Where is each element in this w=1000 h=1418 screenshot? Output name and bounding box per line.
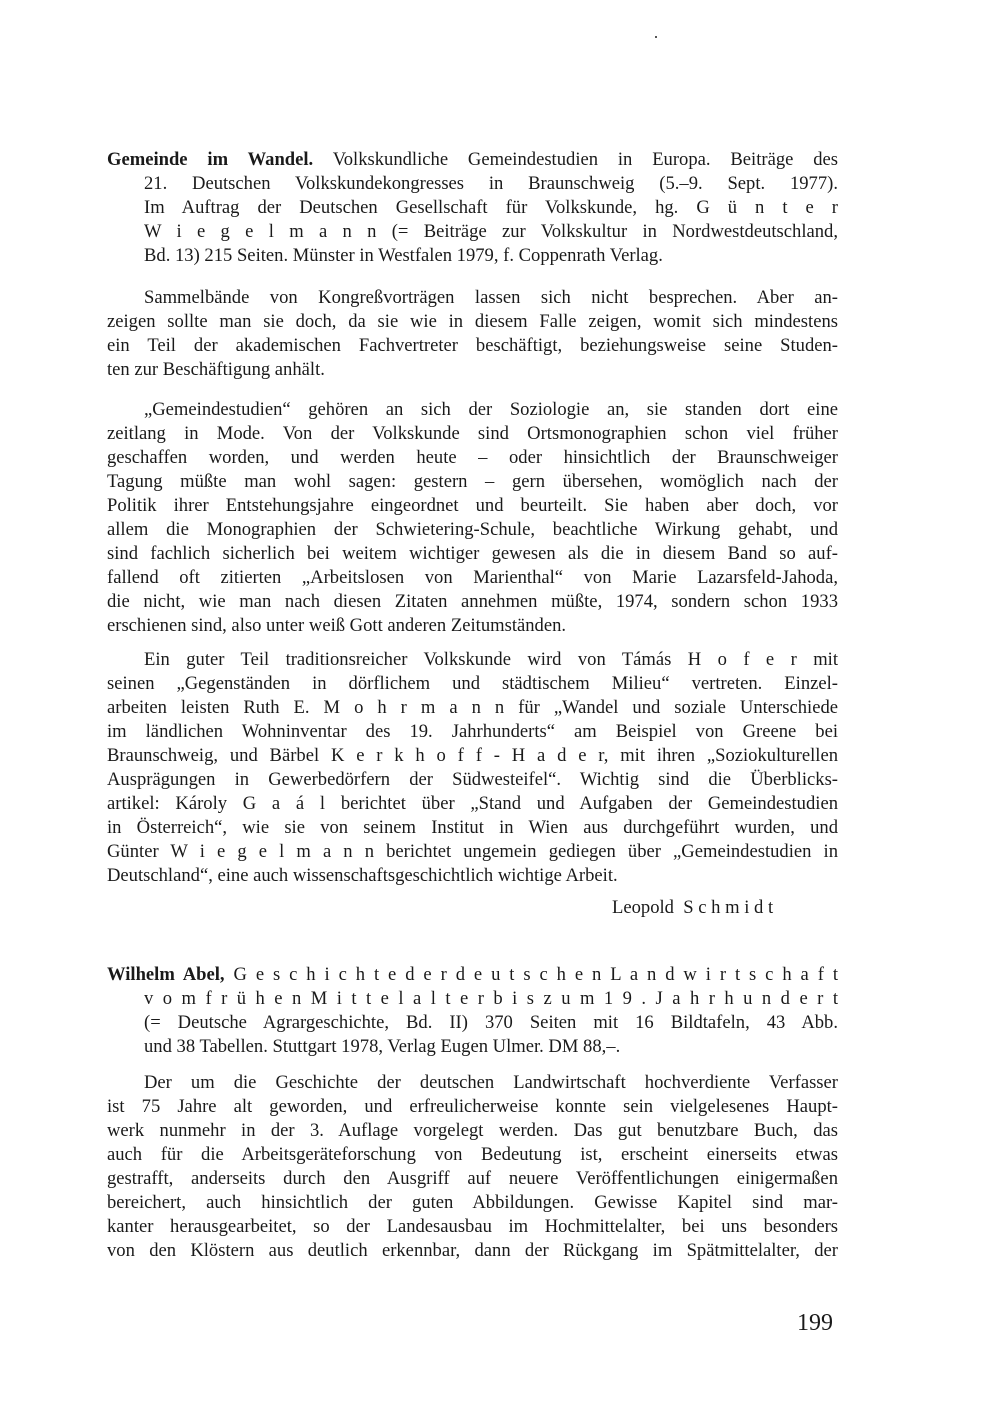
review-2-heading: Wilhelm Abel, G e s c h i c h t e d e r d e u t s c h e n L a n d w i r t s c h a f t v o m f r ü h e n M i t t e l a l t e r b i s z u m 1 9 . J a h r h u n d e r t (= Deutsche Agrargeschichte, Bd. II) 370 Seiten mit 16 Bildtafeln, 43 Abb. und 38 Tabellen. Stuttgart 1978, Verlag Eugen Ulmer. DM 88,–. bbox=[107, 964, 838, 1057]
text-line: werk nunmehr in der 3. Auflage vorgelegt werden. Das gut benutzbare Buch, das bbox=[107, 1120, 838, 1141]
text-line: Ein guter Teil traditionsreicher Volkskunde wird von Támás H o f e r mit bbox=[144, 649, 838, 670]
text-line: Tagung müßte man wohl sagen: gestern – gern übersehen, womöglich nach der bbox=[107, 471, 838, 492]
text-line: in Österreich“, wie sie von seinem Institut in Wien aus durchgeführt wurden, und bbox=[107, 817, 838, 838]
page-number: 199 bbox=[797, 1310, 833, 1336]
text-line: im ländlichen Wohninventar des 19. Jahrhunderts“ am Beispiel von Greene bei bbox=[107, 721, 838, 742]
text-line: ein Teil der akademischen Fachvertreter beschäftigt, beziehungsweise seine Studen- bbox=[107, 335, 838, 356]
text-line: ist 75 Jahre alt geworden, und erfreulicherweise konnte sein vielgelesenes Haupt- bbox=[107, 1096, 838, 1117]
scan-speck bbox=[655, 36, 657, 38]
text-line: Günter W i e g e l m a n n berichtet ungemein gediegen über „Gemeindestudien in bbox=[107, 841, 838, 862]
review-1-paragraph-3 bbox=[107, 648, 838, 888]
text-line: bereichert, auch hinsichtlich der guten Abbildungen. Gewisse Kapitel sind mar- bbox=[107, 1192, 838, 1213]
review-1-signature: Leopold S c h m i d t bbox=[612, 897, 774, 918]
review-1-heading: Gemeinde im Wandel. Volkskundliche Gemeindestudien in Europa. Beiträge des 21. Deutschen Volkskundekongresses in Braunschweig (5.–9. Sept. 1977). Im Auftrag der Deutschen Gesellschaft für Volkskunde, hg. G ü n t e r W i e g e l m a n n (= Beiträge zur Volkskultur in Nordwestdeutschland, Bd. 13) 215 Seiten. Münster in Westfalen 1979, f. Coppenrath Verlag. bbox=[107, 149, 839, 266]
text-line: fallend oft zitierten „Arbeitslosen von Marienthal“ von Marie Lazarsfeld-Jahoda, bbox=[107, 567, 838, 588]
text-line: artikel: Károly G a á l berichtet über „Stand und Aufgaben der Gemeindestudien bbox=[107, 793, 838, 814]
text-line: Ausprägungen in Gewerbedörfern der Südwesteifel“. Wichtig sind die Überblicks- bbox=[107, 769, 838, 790]
text-line: erschienen sind, also unter weiß Gott anderen Zeitumständen. bbox=[107, 615, 567, 636]
review-1-title: Gemeinde im Wandel. bbox=[107, 149, 314, 170]
review-1-paragraph-2 bbox=[107, 398, 838, 638]
text-line: zeitlang in Mode. Von der Volkskunde sind Ortsmonographien schon viel früher bbox=[107, 423, 838, 444]
text-line: zeigen sollte man sie doch, da sie wie in diesem Falle zeigen, womit sich mindestens bbox=[107, 311, 838, 332]
text-line: sind fachlich sicherlich bei weitem wichtiger gewesen als die in diesem Band so auf- bbox=[107, 543, 838, 564]
text-line: Sammelbände von Kongreßvorträgen lassen sich nicht besprechen. Aber an- bbox=[144, 287, 838, 308]
text-line: seinen „Gegenständen in dörflichem und städtischem Milieu“ vertreten. Einzel- bbox=[107, 673, 838, 694]
review-1-paragraph-1 bbox=[107, 286, 838, 382]
text-line: Der um die Geschichte der deutschen Landwirtschaft hochverdiente Verfasser bbox=[144, 1072, 838, 1093]
review-2-author: Wilhelm Abel, bbox=[107, 964, 225, 985]
text-line: gestrafft, anderseits durch den Ausgriff auf neuere Veröffentlichungen einigermaßen bbox=[107, 1168, 838, 1189]
text-line: Politik ihrer Entstehungsjahre eingeordnet und beurteilt. Sie haben aber doch, vor bbox=[107, 495, 838, 516]
text-line: arbeiten leisten Ruth E. M o h r m a n n für „Wandel und soziale Unterschiede bbox=[107, 697, 838, 718]
text-line: Braunschweig, und Bärbel K e r k h o f f - H a d e r, mit ihren „Soziokulturellen bbox=[107, 745, 838, 766]
text-line: kanter herausgearbeitet, so der Landesausbau im Hochmittelalter, bei uns besonders bbox=[107, 1216, 838, 1237]
text-line: Deutschland“, eine auch wissenschaftsgeschichtlich wichtige Arbeit. bbox=[107, 865, 618, 886]
text-line: auch für die Arbeitsgeräteforschung von Bedeutung ist, erscheint einerseits etwas bbox=[107, 1144, 838, 1165]
text-line: geschaffen worden, und werden heute – oder hinsichtlich der Braunschweiger bbox=[107, 447, 838, 468]
text-line: allem die Monographien der Schwietering-Schule, beachtliche Wirkung gehabt, und bbox=[107, 519, 838, 540]
text-line: die nicht, wie man nach diesen Zitaten annehmen müßte, 1974, sondern schon 1933 bbox=[107, 591, 838, 612]
text-line: ten zur Beschäftigung anhält. bbox=[107, 359, 325, 380]
review-2-paragraph bbox=[107, 1071, 838, 1263]
text-line: „Gemeindestudien“ gehören an sich der Soziologie an, sie standen dort eine bbox=[144, 399, 838, 420]
text-line: von den Klöstern aus deutlich erkennbar, dann der Rückgang im Spätmittelalter, der bbox=[107, 1240, 838, 1261]
